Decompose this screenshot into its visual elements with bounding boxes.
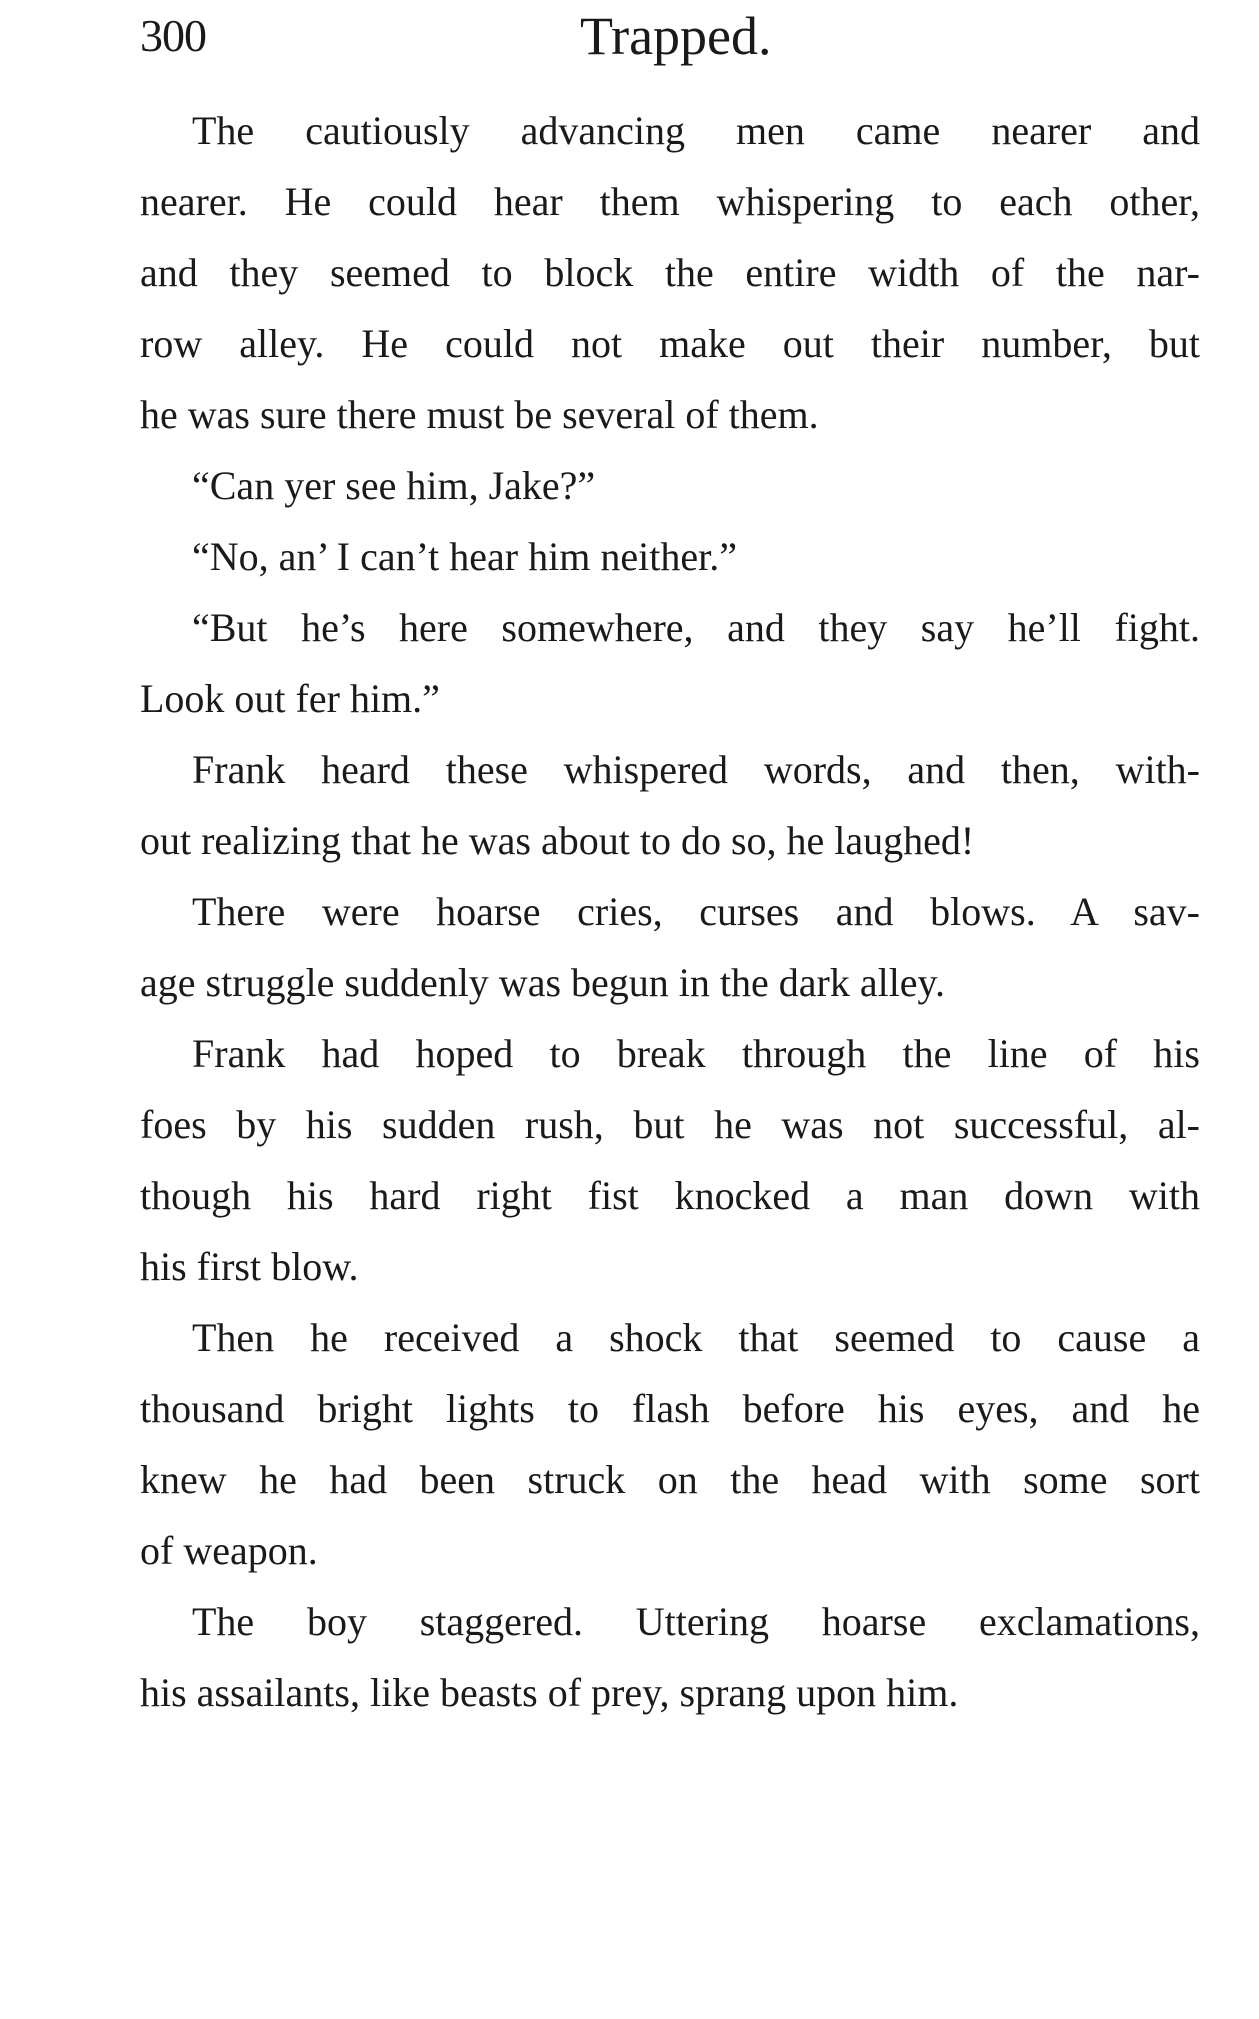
page-header: [140, 6, 1200, 66]
text-line: There were hoarse cries, curses and blows. A sav-: [192, 889, 1200, 934]
text-line: “Can yer see him, Jake?”: [192, 463, 596, 508]
text-line: his first blow.: [140, 1244, 359, 1289]
body-text: [140, 95, 1200, 1728]
text-line: foes by his sudden rush, but he was not successful, al-: [140, 1102, 1200, 1147]
text-line: “But he’s here somewhere, and they say he’ll fight.: [192, 605, 1200, 650]
running-title: Trapped.: [580, 6, 772, 66]
text-line: Frank had hoped to break through the line of his: [192, 1031, 1200, 1076]
text-line: he was sure there must be several of them.: [140, 392, 819, 437]
text-line: The boy staggered. Uttering hoarse exclamations,: [192, 1599, 1200, 1644]
text-line: his assailants, like beasts of prey, sprang upon him.: [140, 1670, 959, 1715]
text-line: out realizing that he was about to do so, he laughed!: [140, 818, 975, 863]
text-line: age struggle suddenly was begun in the dark alley.: [140, 960, 945, 1005]
text-line: thousand bright lights to flash before his eyes, and he: [140, 1386, 1200, 1431]
text-line: of weapon.: [140, 1528, 318, 1573]
text-line: nearer. He could hear them whispering to each other,: [140, 179, 1200, 224]
text-line: Look out fer him.”: [140, 676, 440, 721]
text-line: Frank heard these whispered words, and then, with-: [192, 747, 1200, 792]
text-line: row alley. He could not make out their number, but: [140, 321, 1200, 366]
text-line: though his hard right fist knocked a man down with: [140, 1173, 1200, 1218]
text-line: knew he had been struck on the head with some sort: [140, 1457, 1200, 1502]
page-number: 300: [140, 10, 206, 61]
text-line: and they seemed to block the entire width of the nar-: [140, 250, 1200, 295]
text-line: The cautiously advancing men came nearer and: [192, 108, 1200, 153]
text-line: Then he received a shock that seemed to cause a: [192, 1315, 1200, 1360]
text-line: “No, an’ I can’t hear him neither.”: [192, 534, 737, 579]
